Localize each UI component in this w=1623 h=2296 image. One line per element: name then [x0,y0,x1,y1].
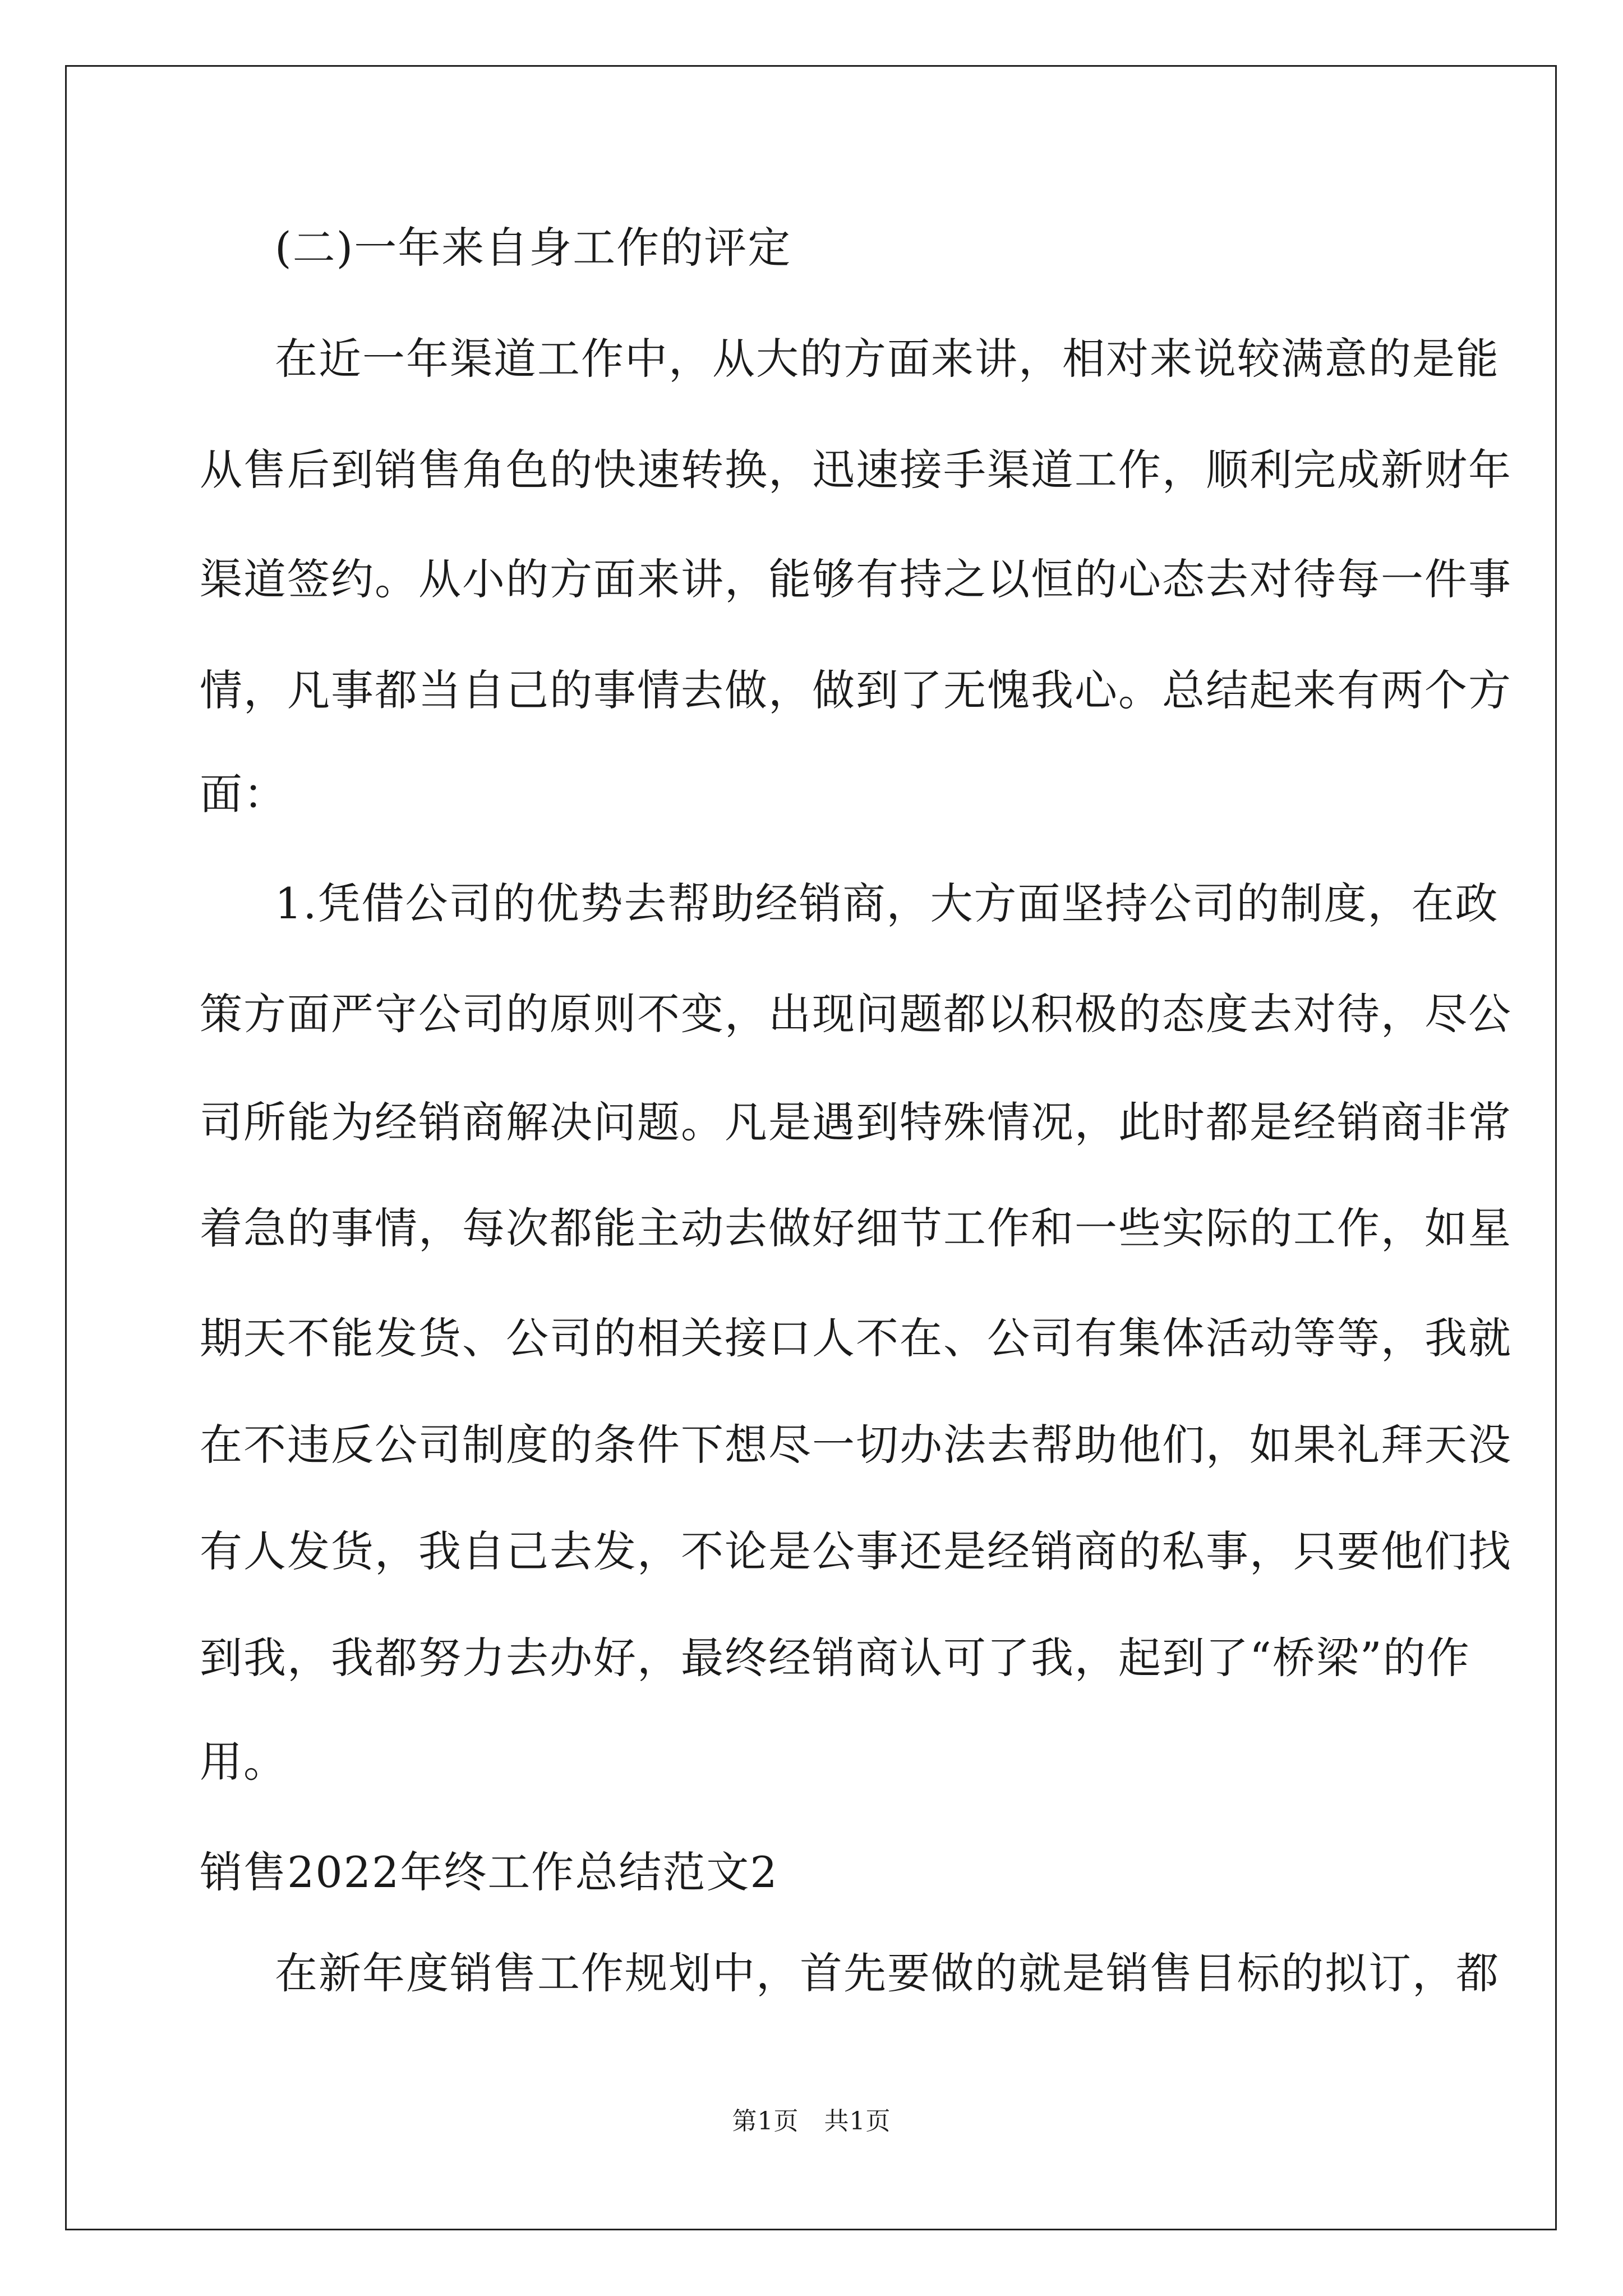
paragraph-line: 面： [200,769,287,819]
section-title: 销售2022年终工作总结范文2 [200,1847,778,1897]
paragraph-line: 从售后到销售角色的快速转换，迅速接手渠道工作，顺利完成新财年 [200,445,1512,495]
paragraph-line: 情，凡事都当自己的事情去做，做到了无愧我心。总结起来有两个方 [200,665,1512,715]
paragraph-line: 在不违反公司制度的条件下想尽一切办法去帮助他们，如果礼拜天没 [200,1420,1512,1470]
paragraph-line: 司所能为经销商解决问题。凡是遇到特殊情况，此时都是经销商非常 [200,1097,1512,1147]
subheading: (二)一年来自身工作的评定 [275,223,792,273]
page-border [65,65,1557,2230]
paragraph-line: 到我，我都努力去办好，最终经销商认可了我，起到了“桥梁”的作 [200,1633,1470,1683]
page-footer: 第1页 共1页 [732,2107,891,2136]
paragraph-line: 在近一年渠道工作中，从大的方面来讲，相对来说较满意的是能 [275,334,1500,384]
paragraph-line: 期天不能发货、公司的相关接口人不在、公司有集体活动等等，我就 [200,1313,1512,1363]
paragraph-line: 在新年度销售工作规划中，首先要做的就是销售目标的拟订，都 [275,1948,1500,1998]
paragraph-line: 着急的事情，每次都能主动去做好细节工作和一些实际的工作，如星 [200,1203,1512,1253]
paragraph-line: 1.凭借公司的优势去帮助经销商，大方面坚持公司的制度，在政 [275,878,1499,928]
paragraph-line: 有人发货，我自己去发，不论是公事还是经销商的私事，只要他们找 [200,1526,1512,1576]
paragraph-line: 渠道签约。从小的方面来讲，能够有持之以恒的心态去对待每一件事 [200,554,1512,604]
paragraph-line: 策方面严守公司的原则不变，出现问题都以积极的态度去对待，尽公 [200,989,1512,1039]
paragraph-line: 用。 [200,1737,287,1787]
